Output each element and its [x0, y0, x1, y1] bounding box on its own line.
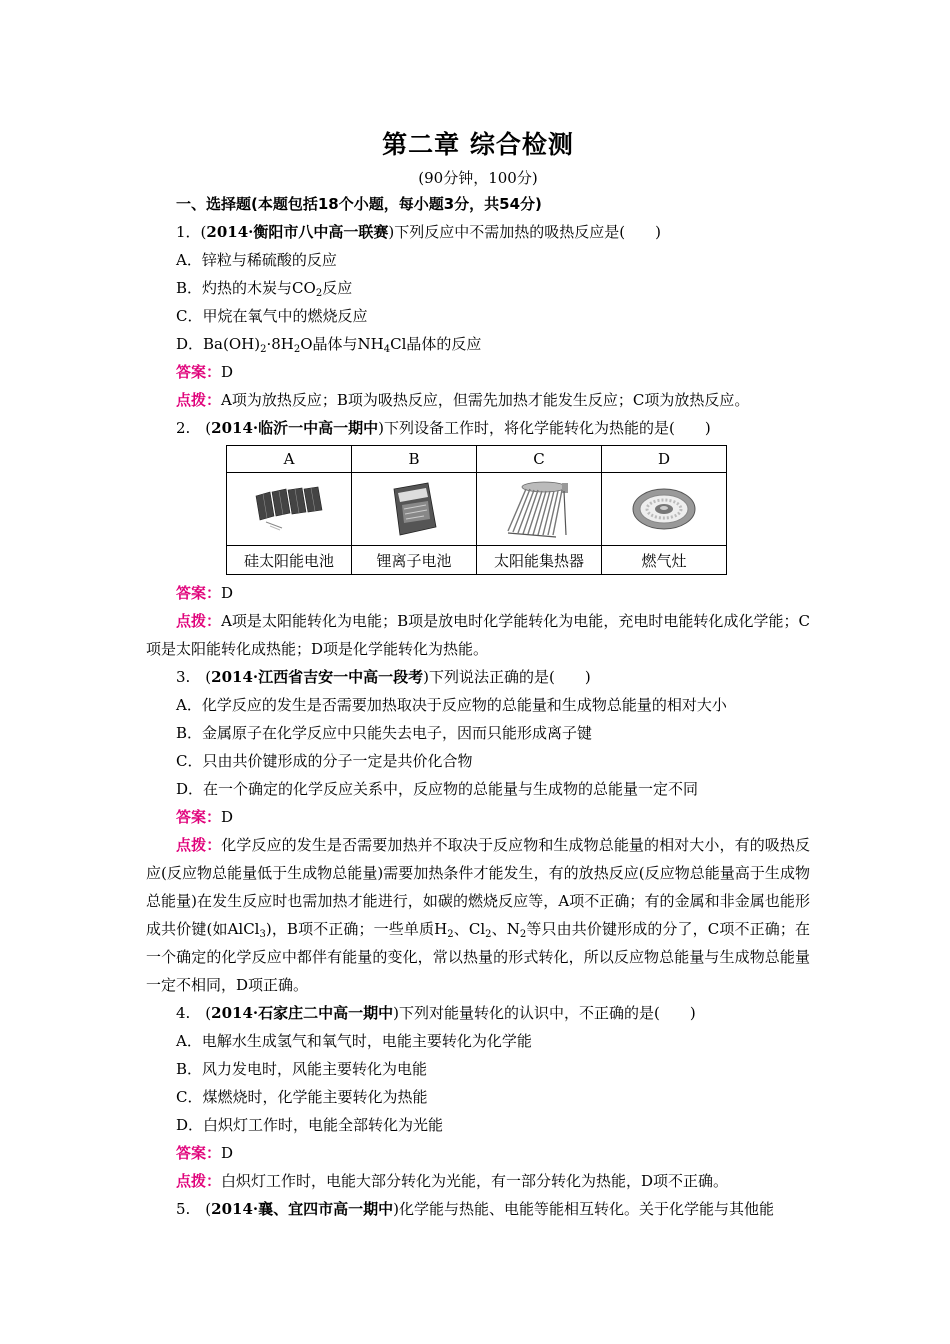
- question-1-answer: 答案：D: [176, 363, 234, 381]
- lithium-battery-image: [384, 481, 444, 537]
- question-3-answer: 答案：D: [176, 808, 234, 826]
- question-5-stem: 5. (2014·襄、宜四市高一期中)化学能与热能、电能等能相互转化。关于化学能与其他能: [176, 1200, 775, 1218]
- question-2-answer: 答案：D: [176, 584, 234, 602]
- question-3-hint: 点拨：化学反应的发生是否需要加热并不取决于反应物和生成物总能量的相对大小，有的吸热反应(反应物总能量低于生成物总能量)需要加热条件才能发生，有的放热反应(反应物总能量高于生成物总能量)在发生反应时也需加热才能进行，如碳的燃烧反应等，A项不正确；有的金属和非金属也能形成共价键(如AlCl$_3$)，B项不正确；一些单质$H_2$、$Cl_2$、$N_2$等只由共价键形成的分了，C项不正确；在一个确定的化学反应中都伴有能量的变化，常以热量的形式转化，所以反应物总能量与生成物总能量一定不相同，D项正确。: [146, 836, 810, 994]
- gas-stove-image: [629, 484, 699, 534]
- question-4-option-b: B．风力发电时，风能主要转化为电能: [176, 1060, 428, 1078]
- question-3-stem: 3. (2014·江西省吉安一中高一段考)下列说法正确的是( ): [176, 668, 591, 686]
- question-2-stem: 2. (2014·临沂一中高一期中)下列设备工作时，将化学能转化为热能的是( ): [176, 419, 711, 437]
- solar-water-heater-image: [500, 479, 578, 539]
- table-header-c: C: [477, 446, 602, 473]
- question-1-hint: 点拨：A项为放热反应；B项为吸热反应，但需先加热才能发生反应；C项为放热反应。: [176, 391, 750, 409]
- answer-label: 答案：: [176, 808, 222, 826]
- page-subtitle: (90分钟，100分): [418, 169, 538, 187]
- question-3-option-a: A．化学反应的发生是否需要加热取决于反应物的总能量和生成物总能量的相对大小: [176, 696, 727, 714]
- question-source: 2014·石家庄二中高一期中: [211, 1004, 394, 1022]
- question-4-option-c: C．煤燃烧时，化学能主要转化为热能: [176, 1088, 428, 1106]
- table-caption-d: 燃气灶: [602, 546, 727, 575]
- question-1-option-a: A．锌粒与稀硫酸的反应: [176, 251, 337, 269]
- hint-label: 点拨：: [176, 1172, 222, 1190]
- solar-panel-image: [252, 486, 326, 532]
- page-title: 第二章 综合检测: [382, 130, 574, 159]
- question-4-option-a: A．电解水生成氢气和氧气时，电能主要转化为化学能: [176, 1032, 532, 1050]
- question-2-hint: 点拨：A项是太阳能转化为电能；B项是放电时化学能转化为电能，充电时电能转化成化学能；C项是太阳能转化成热能；D项是化学能转化为热能。: [146, 612, 810, 658]
- question-3-option-c: C．只由共价键形成的分子一定是共价化合物: [176, 752, 473, 770]
- question-source: 2014·襄、宜四市高一期中: [211, 1200, 394, 1218]
- question-source: 2014·江西省吉安一中高一段考: [211, 668, 424, 686]
- hint-label: 点拨：: [176, 836, 222, 854]
- section-heading: 一、选择题(本题包括18个小题，每小题3分，共54分): [176, 195, 542, 213]
- hint-label: 点拨：: [176, 391, 222, 409]
- answer-label: 答案：: [176, 584, 222, 602]
- table-caption-c: 太阳能集热器: [477, 546, 602, 575]
- question-4-answer: 答案：D: [176, 1144, 234, 1162]
- question-1-option-c: C．甲烷在氧气中的燃烧反应: [176, 307, 368, 325]
- question-1-option-d: D．$Ba(OH)_2\cdot 8H_2O$晶体与$NH_4Cl$晶体的反应: [176, 335, 482, 355]
- table-header-a: A: [227, 446, 352, 473]
- hint-label: 点拨：: [176, 612, 222, 630]
- question-source: 2014·临沂一中高一期中: [211, 419, 379, 437]
- question-1-option-b: B．灼热的木炭与$CO_2$反应: [176, 279, 353, 299]
- question-2-options-table: [226, 445, 727, 575]
- question-4-option-d: D．白炽灯工作时，电能全部转化为光能: [176, 1116, 444, 1134]
- question-3-option-d: D．在一个确定的化学反应关系中，反应物的总能量与生成物的总能量一定不同: [176, 780, 699, 798]
- table-caption-a: 硅太阳能电池: [227, 546, 352, 575]
- document-page: [146, 128, 810, 1223]
- question-3-option-b: B．金属原子在化学反应中只能失去电子，因而只能形成离子键: [176, 724, 593, 742]
- question-source: 2014·衡阳市八中高一联赛: [206, 223, 389, 241]
- answer-label: 答案：: [176, 363, 222, 381]
- question-4-hint: 点拨：白炽灯工作时，电能大部分转化为光能，有一部分转化为热能，D项不正确。: [176, 1172, 729, 1190]
- answer-label: 答案：: [176, 1144, 222, 1162]
- question-4-stem: 4. (2014·石家庄二中高一期中)下列对能量转化的认识中，不正确的是( ): [176, 1004, 696, 1022]
- table-header-d: D: [602, 446, 727, 473]
- question-1-stem: 1．(2014·衡阳市八中高一联赛)下列反应中不需加热的吸热反应是( ): [176, 223, 661, 241]
- table-caption-b: 锂离子电池: [352, 546, 477, 575]
- table-header-b: B: [352, 446, 477, 473]
